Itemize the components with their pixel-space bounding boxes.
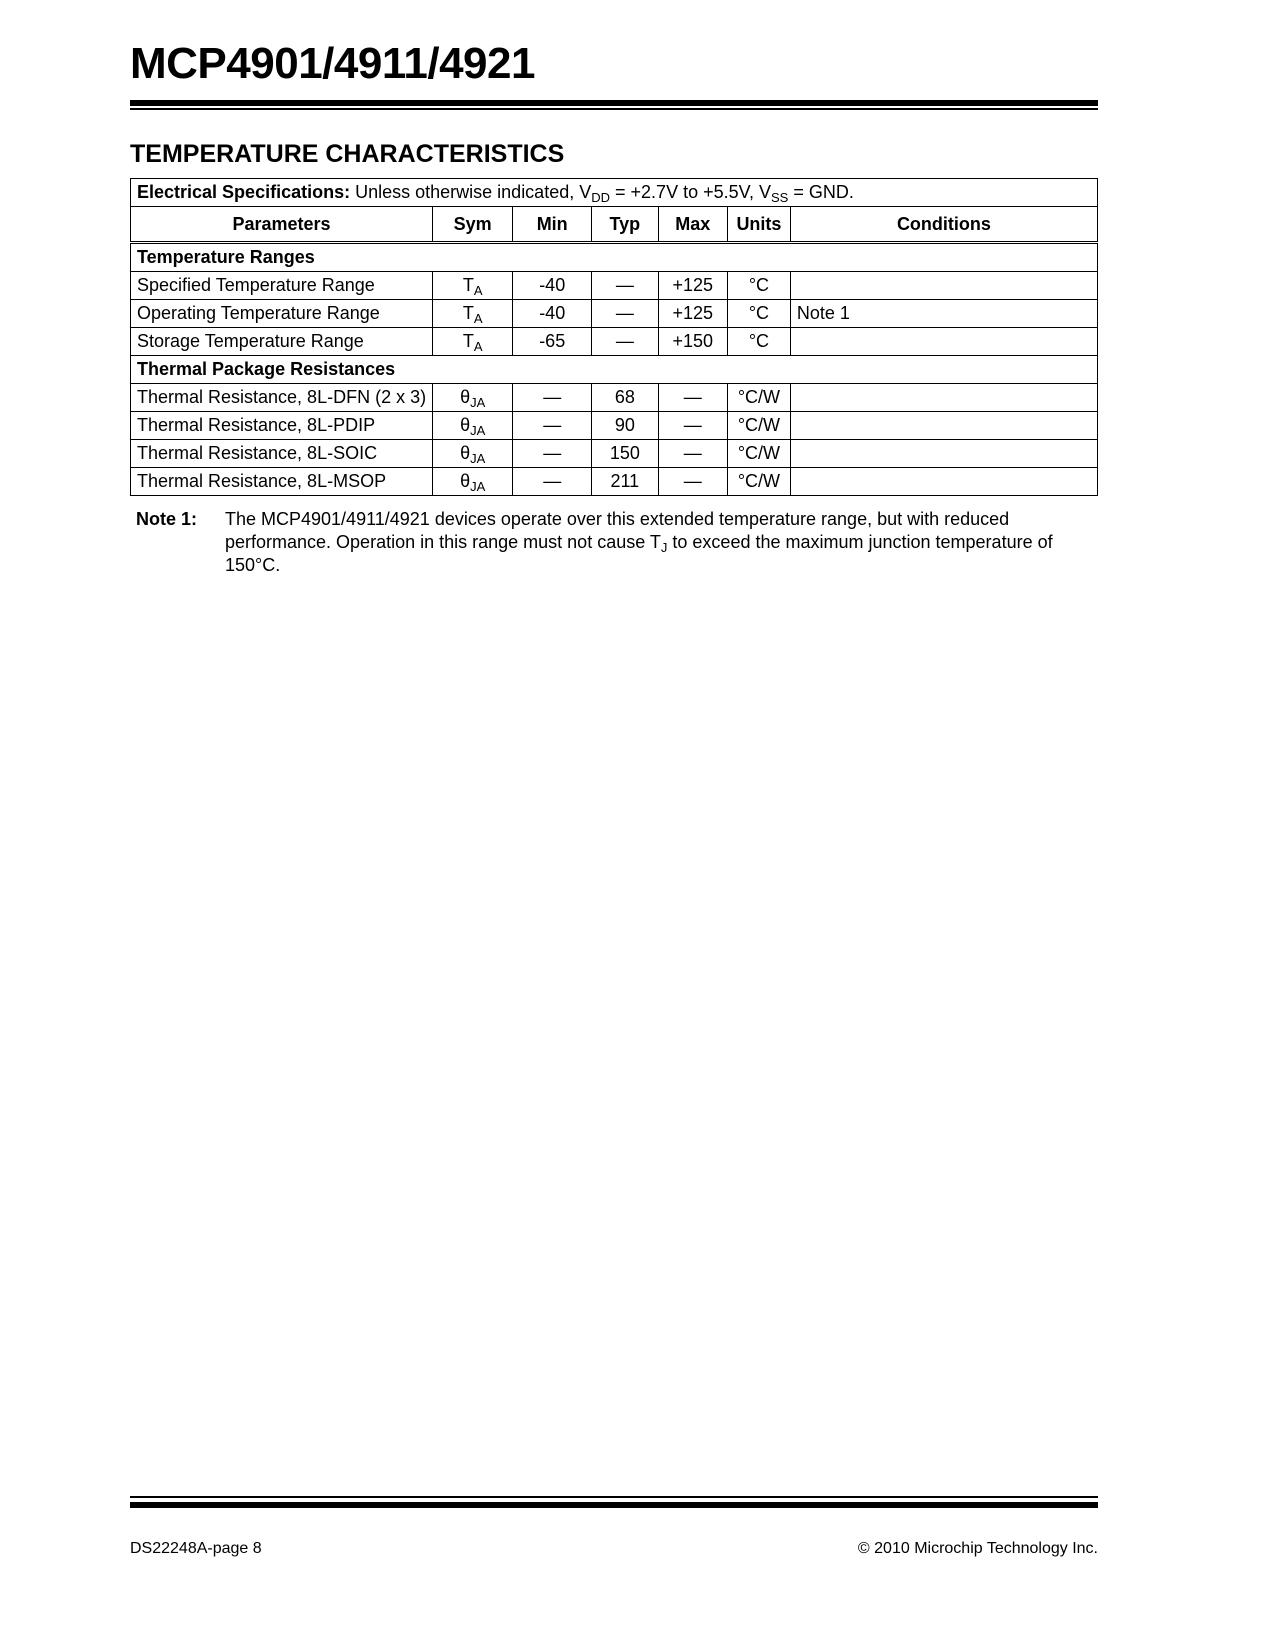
param-cell: Storage Temperature Range xyxy=(131,328,433,356)
col-header-parameters: Parameters xyxy=(131,207,433,243)
sym-cell xyxy=(433,300,513,328)
note-text xyxy=(225,508,1095,577)
sym-subscript: JA xyxy=(470,423,486,438)
section-title: TEMPERATURE CHARACTERISTICS xyxy=(130,140,565,168)
sym-cell xyxy=(433,384,513,412)
spec-sub-1: DD xyxy=(591,190,611,205)
max-cell: +125 xyxy=(658,272,728,300)
param-cell: Thermal Resistance, 8L-DFN (2 x 3) xyxy=(131,384,433,412)
table-row xyxy=(131,272,1098,300)
param-cell: Thermal Resistance, 8L-PDIP xyxy=(131,412,433,440)
min-cell: — xyxy=(513,384,592,412)
spec-conditions-row xyxy=(131,179,1098,207)
sym-cell xyxy=(433,440,513,468)
table-header-row xyxy=(131,207,1098,243)
conditions-cell xyxy=(790,412,1097,440)
table-row xyxy=(131,440,1098,468)
min-cell: — xyxy=(513,468,592,496)
note-label: Note 1: xyxy=(136,509,198,529)
note-text-1: The MCP4901/4911/4921 devices operate over this extended temperature range, but with reduced performance. Operation in this range must not cause T xyxy=(225,509,1010,552)
group-row xyxy=(131,243,1098,272)
conditions-cell xyxy=(790,328,1097,356)
min-cell: -40 xyxy=(513,300,592,328)
sym-cell xyxy=(433,272,513,300)
spec-text-3: = GND. xyxy=(788,182,854,202)
footer-page-id: DS22248A-page 8 xyxy=(130,1540,262,1557)
footer-rule-thick xyxy=(130,1502,1098,1508)
typ-cell: — xyxy=(592,300,658,328)
param-cell: Thermal Resistance, 8L-MSOP xyxy=(131,468,433,496)
max-cell: +150 xyxy=(658,328,728,356)
sym-main: θ xyxy=(460,387,471,407)
sym-main: T xyxy=(462,275,474,295)
min-cell: -65 xyxy=(513,328,592,356)
units-cell: °C xyxy=(728,328,791,356)
sym-main: θ xyxy=(460,443,471,463)
units-cell: °C/W xyxy=(728,440,791,468)
note-sub: J xyxy=(660,540,668,555)
sym-subscript: JA xyxy=(470,395,486,410)
max-cell: — xyxy=(658,412,728,440)
col-header-units: Units xyxy=(728,207,791,243)
conditions-cell: Note 1 xyxy=(790,300,1097,328)
min-cell: -40 xyxy=(513,272,592,300)
conditions-cell xyxy=(790,468,1097,496)
sym-subscript: A xyxy=(473,283,483,298)
max-cell: — xyxy=(658,384,728,412)
table-row xyxy=(131,468,1098,496)
sym-subscript: A xyxy=(473,339,483,354)
table-row xyxy=(131,300,1098,328)
param-cell: Specified Temperature Range xyxy=(131,272,433,300)
group-title: Temperature Ranges xyxy=(131,243,1098,272)
typ-cell: 90 xyxy=(592,412,658,440)
sym-subscript: JA xyxy=(470,479,486,494)
param-cell: Thermal Resistance, 8L-SOIC xyxy=(131,440,433,468)
spec-text-2: = +2.7V to +5.5V, V xyxy=(610,182,771,202)
group-row xyxy=(131,356,1098,384)
conditions-cell xyxy=(790,440,1097,468)
footer-copyright: © 2010 Microchip Technology Inc. xyxy=(857,1540,1098,1557)
min-cell: — xyxy=(513,440,592,468)
temperature-characteristics-table xyxy=(130,178,1098,496)
sym-cell xyxy=(433,412,513,440)
col-header-conditions: Conditions xyxy=(790,207,1097,243)
sym-main: T xyxy=(462,303,474,323)
sym-cell xyxy=(433,328,513,356)
footer-rule-thin xyxy=(130,1496,1098,1498)
max-cell: — xyxy=(658,440,728,468)
units-cell: °C/W xyxy=(728,384,791,412)
sym-subscript: A xyxy=(473,311,483,326)
max-cell: — xyxy=(658,468,728,496)
spec-label: Electrical Specifications: xyxy=(137,182,351,202)
max-cell: +125 xyxy=(658,300,728,328)
units-cell: °C xyxy=(728,272,791,300)
sym-main: θ xyxy=(460,471,471,491)
header-rule-thick xyxy=(130,100,1098,106)
typ-cell: — xyxy=(592,272,658,300)
sym-main: θ xyxy=(460,415,471,435)
document-title: MCP4901/4911/4921 xyxy=(130,39,535,88)
min-cell: — xyxy=(513,412,592,440)
typ-cell: 150 xyxy=(592,440,658,468)
conditions-cell xyxy=(790,384,1097,412)
typ-cell: 211 xyxy=(592,468,658,496)
header-rule-thin xyxy=(130,108,1098,110)
typ-cell: 68 xyxy=(592,384,658,412)
units-cell: °C/W xyxy=(728,412,791,440)
typ-cell: — xyxy=(592,328,658,356)
col-header-min: Min xyxy=(513,207,592,243)
sym-cell xyxy=(433,468,513,496)
col-header-typ: Typ xyxy=(592,207,658,243)
sym-main: T xyxy=(462,331,474,351)
spec-text-1: Unless otherwise indicated, V xyxy=(355,182,592,202)
group-title: Thermal Package Resistances xyxy=(131,356,1098,384)
spec-conditions-cell xyxy=(131,179,1098,207)
table-row xyxy=(131,328,1098,356)
note-text-2: to exceed the maximum junction temperature of 150°C. xyxy=(225,532,1053,575)
table-row xyxy=(131,384,1098,412)
col-header-sym: Sym xyxy=(433,207,513,243)
units-cell: °C/W xyxy=(728,468,791,496)
sym-subscript: JA xyxy=(470,451,486,466)
spec-sub-2: SS xyxy=(770,190,789,205)
conditions-cell xyxy=(790,272,1097,300)
col-header-max: Max xyxy=(658,207,728,243)
units-cell: °C xyxy=(728,300,791,328)
table-row xyxy=(131,412,1098,440)
param-cell: Operating Temperature Range xyxy=(131,300,433,328)
